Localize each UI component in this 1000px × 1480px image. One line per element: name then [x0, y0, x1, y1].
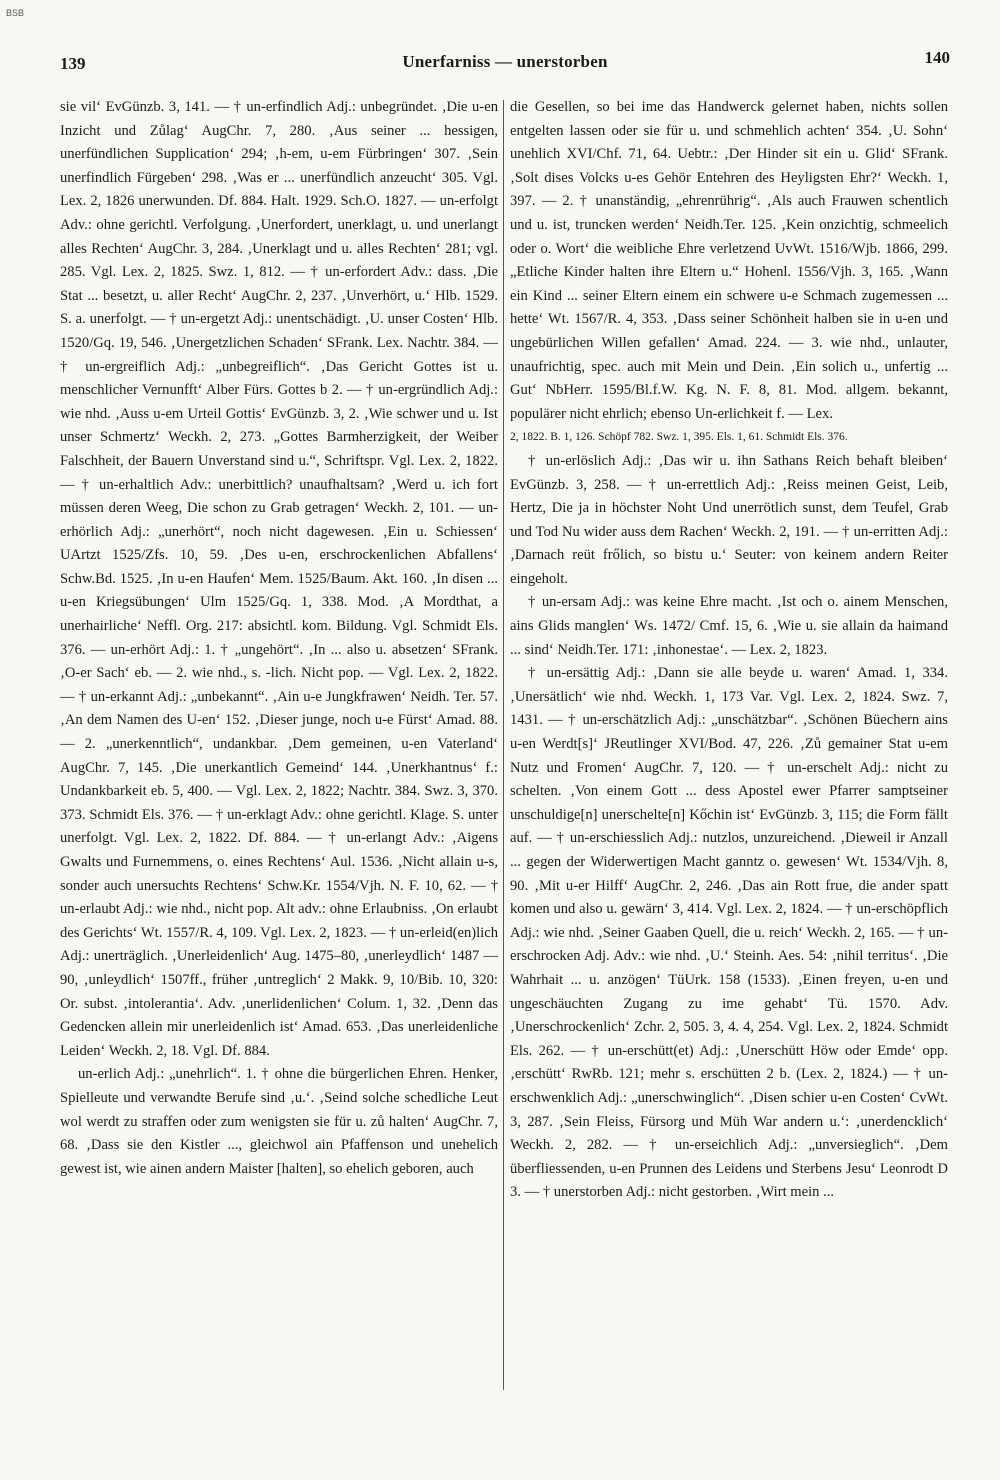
entry-unerloeslich: † un-erlöslich Adj.: ‚Das wir u. ihn Sathans Reich behaft bleiben‘ EvGünzb. 3, 258. — † un-errettlich Adj.: ‚Reiss meinen Geist, Leib, Hertz, Die ja in höchster Noht Und unerrötlich sunst, dem Teufel, Grab und Tod Nu wider auss dem Rachen‘ Weckh. 2, 191. — † un-erritten Adj.: ‚Darnach reüt frőlich, so bistu u.‘ Seuter: von keinem andern Reiter eingeholt. [510, 452, 948, 587]
references-small: 2, 1822. B. 1, 126. Schöpf 782. Swz. 1, 395. Els. 1, 61. Schmidt Els. 376. [510, 431, 848, 444]
entry-text: die Gesellen, so bei ime das Handwerck gelernet haben, nichts sollen entgelten lassen oder sie für u. und schmehlich achten‘ 354. ‚U. Sohn‘ unehlich XVI/Chf. 71, 64. Uebtr.: ‚Der Hinder sit ein u. Glid‘ SFrank. ‚Solt dises Volcks u-es Gehör Entehren des Heyligsten Ehr?‘ Weckh. 1, 397. — 2. † unanständig, „ehrenrührig“. ‚Als auch Frauwen schentlich und u. ist, truncken werden‘ Neidh.Ter. 125. ‚Kein onzichtig, schmeelich oder o. Wort‘ die weibliche Ehre verletzend UvWt. 1516/Wjb. 1866, 299. „Etliche Kinder halten ihre Eltern u.“ Hohenl. 1556/Vjh. 3, 165. ‚Wann ein Kind ... seiner Eltern einem ein schwere u-e Schmach zugemessen ... hette‘ Wt. 1567/R. 4, 353. ‚Dass seiner Schönheit halben sie in u-en und ungebürlichen Willen gefallen‘ Amad. 224. — 3. wie nhd., unlauter, unaufrichtig, spec. auch mit Mein und Dein. ‚Ein solich u., unfertig ... Gut‘ NbHerr. 1595/Bl.f.W. Kg. N. F. 8, 81. Mod. allgem. bekannt, populärer nicht ehrlich; ebenso Un-erlichkeit f. — Lex. [510, 99, 948, 422]
entry-unersam: † un-ersam Adj.: was keine Ehre macht. ‚Ist och o. ainem Menschen, ains Glids manglen‘ Ws. 1472/ Cmf. 15, 6. ‚Wie u. sie allain da haimand ... sind‘ Neidh.Ter. 171: ‚inhonestae‘. — Lex. 2, 1823. [510, 594, 948, 658]
running-title: Unerfarniss — unerstorben [402, 52, 608, 71]
page-header [60, 48, 950, 78]
page-number-left: 139 [60, 54, 86, 73]
entry-text: sie vil‘ EvGünzb. 3, 141. — † un-erfindlich Adj.: unbegründet. ‚Die u-en Inzicht und Zůlag‘ AugChr. 7, 280. ‚Aus seiner ... hessigen, unerfündlichen Supplication‘ 294; ‚h-em, u-em Fürbringen‘ 307. ‚Sein unerfindlich Fürgeben‘ 298. ‚Was er ... unerfündlich anzeucht‘ 305. Vgl. Lex. 2, 1826 unerwunden. Df. 884. Halt. 1929. Sch.O. 1827. — un-erfolgt Adv.: ohne gerichtl. Verfolgung. ‚Unerfordert, unerklagt, u. und unerlangt alles Rechten‘ AugChr. 3, 284. ‚Unerklagt und u. alles Rechten‘ 281; vgl. 285. Vgl. Lex. 2, 1825. Swz. 1, 812. — † un-erfordert Adv.: dass. ‚Die Stat ... besetzt, u. aller Recht‘ AugChr. 2, 237. ‚Unverhört, u.‘ Hlb. 1529. S. a. unerfolgt. — † un-ergetzt Adj.: unentschädigt. ‚U. unser Costen‘ Hlb. 1520/Gq. 19, 546. ‚Unergetzlichen Schaden‘ SFrank. Lex. Nachtr. 384. — † un-ergreiflich Adj.: „unbegreiflich“. ‚Das Gericht Gottes ist u. menschlicher Vernunfft‘ Alber Fürs. Gottes b 2. — † un-ergründlich Adj.: wie nhd. ‚Auss u-em Urteil Gottis‘ EvGünzb. 3, 2. ‚Wie schwer und u. Ist unser Schmertz‘ Weckh. 2, 273. „Gottes Barmherzigkeit, der Weiber Falschheit, der Bauern Unverstand sind u.“, Schriftspr. Vgl. Lex. 2, 1822. — † un-erhaltlich Adv.: unerbittlich? unaufhaltsam? ‚Werd u. ich fort müssen deren Weeg, Die schon zu Grab getragen‘ Weckh. 2, 101. — un-erhörlich Adj.: „unerhört“, noch nicht dagewesen. ‚Ein u. Schiessen‘ UArtzt 1525/Zfs. 10, 59. ‚Des u-en, erschrockenlichen Abfallens‘ Schw.Bd. 1525. ‚In u-en Haufen‘ Mem. 1525/Baum. Akt. 160. ‚In disen ... u-en Kriegsübungen‘ Ulm 1525/Gq. 1, 338. Mod. ‚A Mordthat, a unerhairliche‘ Neffl. Org. 217: absichtl. kom. Bildung. Vgl. Schmidt Els. 376. — un-erhört Adj.: 1. † „ungehört“. ‚In ... also u. absetzen‘ SFrank. ‚O-er Sach‘ eb. — 2. wie nhd., s. -lich. Nicht pop. — Vgl. Lex. 2, 1822. — † un-erkannt Adj.: „unbekannt“. ‚Ain u-e Jungkfrawen‘ Neidh. Ter. 57. ‚An dem Namen des U-en‘ 152. ‚Dieser junge, noch u-e Fürst‘ Amad. 88. — 2. „unerkenntlich“, undankbar. ‚Dem gemeinen, u-en Vaterland‘ AugChr. 7, 145. ‚Die unerkantlich Gemeind‘ 144. ‚Unerkhantnus‘ f.: Undankbarkeit eb. 5, 400. — Vgl. Lex. 2, 1822; Nachtr. 384. Swz. 3, 370. 373. Schmidt Els. 376. — † un-erklagt Adv.: ohne gerichtl. Klage. S. unter unerfolgt. Vgl. Lex. 2, 1822. Df. 884. — † un-erlangt Adv.: ‚Aigens Gwalts und Furnemmens, o. eines Rechtens‘ Aul. 1536. ‚Nicht allain u-s, sonder auch unersuchts Rechtens‘ Schw.Kr. 1554/Vjh. N. F. 10, 62. — † un-erlaubt Adj.: wie nhd., nicht pop. Alt adv.: ohne Erlaubniss. ‚On erlaubt des Gerichts‘ Wt. 1557/R. 4, 109. Vgl. Lex. 2, 1823. — † un-erleid(en)lich Adj.: unerträglich. ‚Unerleidenlich‘ Aug. 1475–80, ‚unerleydlich‘ 1487 —90, ‚unleydlich‘ 1507ff., früher ‚untreglich‘ 2 Makk. 9, 10/Bib. 10, 320: Or. subst. ‚intolerantia‘. Adv. ‚unerlidenlichen‘ Colum. 1, 32. ‚Denn das Gedencken allein mir unerleidenlich ist‘ Amad. 653. ‚Das unerleidenliche Leiden‘ Weckh. 2, 18. Vgl. Df. 884. [60, 99, 498, 1059]
right-column [510, 96, 948, 1205]
page-number-right: 140 [924, 48, 950, 67]
column-divider [503, 100, 504, 1390]
left-column [60, 96, 498, 1181]
entry-unerlich: un-erlich Adj.: „unehrlich“. 1. † ohne die bürgerlichen Ehren. Henker, Spielleute und verwandte Berufe sind ‚u.‘. ‚Seind solche schedliche Leut wol werdt zu straffen oder zum wenigsten sie für u. zů halten‘ AugChr. 7, 68. ‚Dass sie den Kistler ..., gleichwol ain Pfaffenson und unehelich gewest ist, wie ainen andern Maister [halten], so ehelich geboren, auch [60, 1066, 498, 1177]
library-stamp: BSB [6, 8, 25, 18]
entry-unersaettig: † un-ersättig Adj.: ‚Dann sie alle beyde u. waren‘ Amad. 1, 334. ‚Unersätlich‘ wie nhd. Weckh. 1, 173 Var. Vgl. Lex. 2, 1824. Swz. 7, 1431. — † un-erschätzlich Adj.: „unschätzbar“. ‚Schönen Büechern ains u-en Werdt[s]‘ JReutlinger XVI/Bod. 47, 226. ‚Zů gemainer Stat u-em Nutz und Fromen‘ AugChr. 7, 120. — † un-erschelt Adj.: nicht zu schelten. ‚Von einem Gott ... dess Apostel ewer Pfarrer samptseiner unschuldige[n] unerschelte[n] Kőchin ist‘ EvGünzb. 3, 115; die Form fällt auf. — † un-erschiesslich Adj.: nutzlos, unzureichend. ‚Dieweil ir Anzall ... gegen der Widerwertigen Macht ganntz o. gewesen‘ Wt. 1534/Vjh. 8, 90. ‚Mit u-er Hilff‘ AugChr. 2, 246. ‚Das ain Rott frue, die ander spatt komen und also u. gewärn‘ 3, 414. Vgl. Lex. 2, 1824. — † un-erschöpflich Adj.: wie nhd. ‚Seiner Gaaben Quell, die u. reich‘ Weckh. 2, 165. — † un-erschrocken Adj. Adv.: wie nhd. ‚U.‘ Steinh. Aes. 54: ‚nihil territus‘. ‚Die Wahrhait ... u. anzögen‘ TüUrk. 158 (1533). ‚Einen freyen, u-en und ungeschäuchten Zugang zu ime gehabt‘ Tü. 1570. Adv. ‚Unerschrockenlich‘ Zchr. 2, 505. 3, 4. 4, 254. Vgl. Lex. 2, 1824. Schmidt Els. 262. — † un-erschütt(et) Adj.: ‚Unerschütt Höw oder Emde‘ opp. ‚erschütt‘ RwRb. 121; mehr s. erschütten 2 b. (Lex. 2, 1824.) — † un-erschwenklich Adj.: „unerschwinglich“. ‚Disen schier u-en Costen‘ CvWt. 3, 287. ‚Sein Fleiss, Fürsorg und Müh War andern u.‘: ‚unerdencklich‘ Weckh. 2, 282. — † un-erseichlich Adj.: „unversieglich“. ‚Dem überfliessenden, u-en Prunnen des Leidens und Sterbens Jesu‘ Leonrodt D 3. — † unerstorben Adj.: nicht gestorben. ‚Wirt mein ... [510, 665, 948, 1201]
